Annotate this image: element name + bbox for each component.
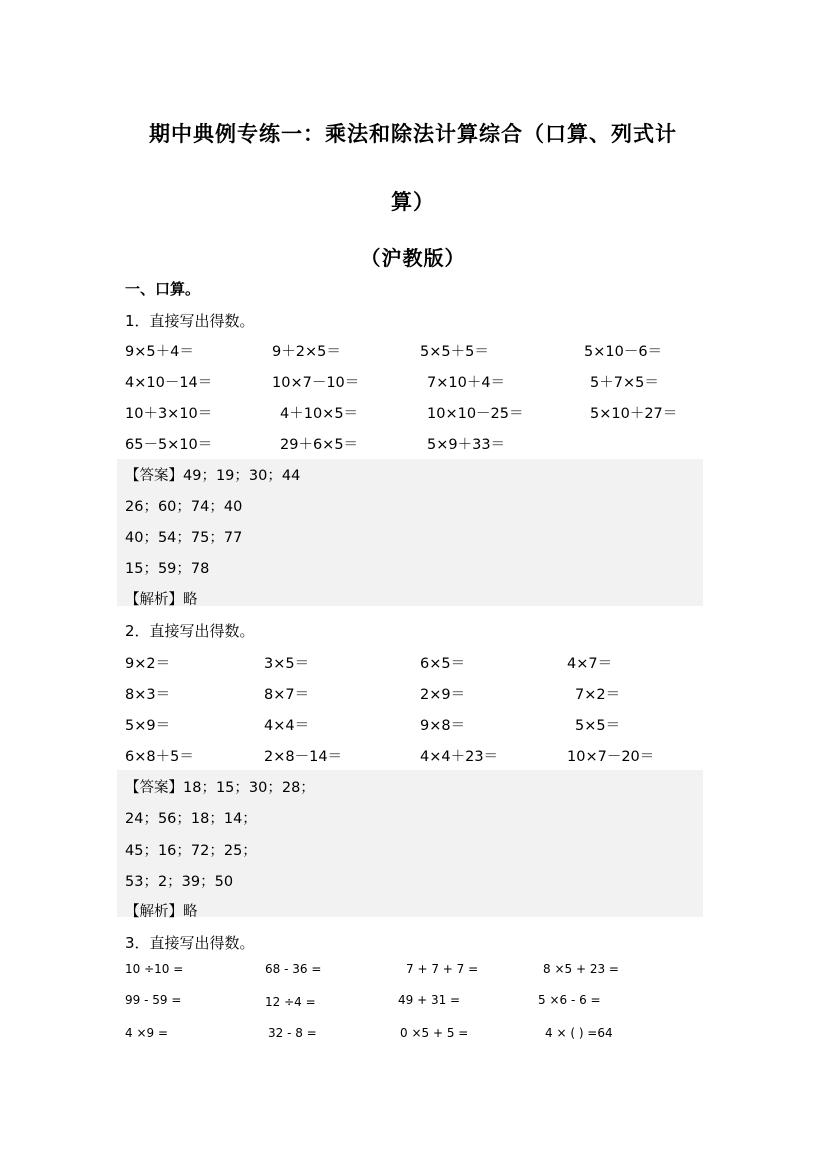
q3-item: 4 ×9 = [125, 1026, 169, 1040]
answer-line: 45；16；72；25； [125, 843, 257, 859]
q3-item: 68 - 36 = [265, 962, 322, 976]
q2-item: 2×8－14＝ [264, 749, 343, 765]
answer-line: 【答案】49；19；30；44 [125, 468, 301, 484]
q2-item: 3×5＝ [264, 656, 310, 672]
question-3-heading: 3．直接写出得数。 [125, 934, 255, 952]
q2-item: 10×7－20＝ [567, 749, 655, 765]
q2-item: 8×7＝ [264, 687, 310, 703]
question-1-heading: 1．直接写出得数。 [125, 312, 255, 330]
q2-item: 4×4＝ [264, 718, 310, 734]
q1-item: 7×10＋4＝ [427, 375, 506, 391]
q3-item: 4 × ( ) =64 [545, 1026, 613, 1040]
q3-item: 10 ÷10 = [125, 962, 184, 976]
q1-item: 4×10－14＝ [125, 375, 213, 391]
page-subtitle: （沪教版） [360, 246, 466, 270]
section-heading: 一、口算。 [125, 280, 201, 298]
q2-item: 6×5＝ [420, 656, 466, 672]
answer-line: 15；59；78 [125, 561, 210, 577]
q3-item: 12 ÷4 = [265, 995, 316, 1009]
q3-item: 7 + 7 + 7 = [406, 962, 479, 976]
q1-item: 5×10－6＝ [584, 344, 663, 360]
q1-item: 4＋10×5＝ [280, 406, 359, 422]
q1-item: 10×7－10＝ [272, 375, 360, 391]
q2-item: 9×8＝ [420, 718, 466, 734]
q1-item: 5×9＋33＝ [427, 437, 506, 453]
q2-item: 4×4＋23＝ [420, 749, 499, 765]
q2-item: 2×9＝ [420, 687, 466, 703]
answer-line: 【答案】18；15；30；28； [125, 780, 315, 796]
q3-item: 5 ×6 - 6 = [538, 993, 601, 1007]
q1-item: 5×5＋5＝ [420, 344, 489, 360]
q1-item: 10＋3×10＝ [125, 406, 213, 422]
q3-item: 32 - 8 = [268, 1026, 317, 1040]
q3-item: 8 ×5 + 23 = [543, 962, 619, 976]
q1-item: 5×10＋27＝ [590, 406, 678, 422]
q2-item: 7×2＝ [575, 687, 621, 703]
q2-item: 6×8＋5＝ [125, 749, 194, 765]
q2-item: 8×3＝ [125, 687, 171, 703]
page-title-continued: 算） [391, 190, 435, 214]
q2-item: 4×7＝ [567, 656, 613, 672]
q1-item: 9＋2×5＝ [272, 344, 341, 360]
q2-item: 5×9＝ [125, 718, 171, 734]
q2-item: 5×5＝ [575, 718, 621, 734]
analysis-line: 【解析】略 [125, 592, 198, 608]
answer-line: 26；60；74；40 [125, 499, 243, 515]
answer-box-q1 [117, 459, 703, 606]
q1-item: 29＋6×5＝ [280, 437, 359, 453]
q1-item: 10×10－25＝ [427, 406, 524, 422]
q2-item: 9×2＝ [125, 656, 171, 672]
q3-item: 99 - 59 = [125, 993, 182, 1007]
q3-item: 0 ×5 + 5 = [400, 1026, 469, 1040]
q1-item: 65－5×10＝ [125, 437, 213, 453]
page-title: 期中典例专练一：乘法和除法计算综合（口算、列式计 [149, 122, 677, 146]
q1-item: 9×5＋4＝ [125, 344, 194, 360]
analysis-line: 【解析】略 [125, 904, 198, 920]
answer-box-q2 [117, 770, 703, 920]
answer-line: 53；2；39；50 [125, 874, 234, 890]
answer-line: 40；54；75；77 [125, 530, 243, 546]
q3-item: 49 + 31 = [398, 993, 461, 1007]
question-2-heading: 2．直接写出得数。 [125, 622, 255, 640]
answer-line: 24；56；18；14； [125, 811, 257, 827]
q1-item: 5＋7×5＝ [590, 375, 659, 391]
